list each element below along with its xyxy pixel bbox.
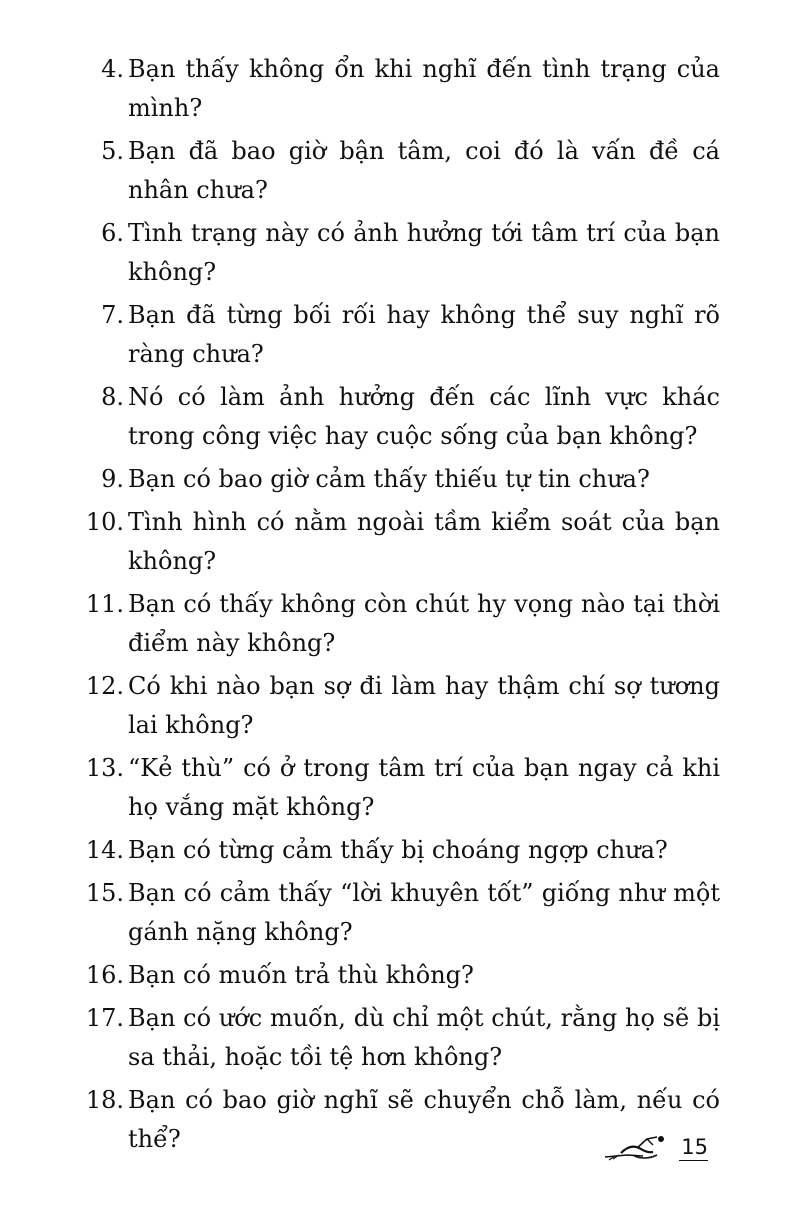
list-item (70, 296, 720, 374)
item-number: 14. (85, 836, 124, 864)
item-number: 7. (101, 301, 124, 329)
item-number: 15. (85, 879, 124, 907)
item-number: 9. (101, 465, 124, 493)
item-number: 18. (85, 1086, 124, 1114)
item-number: 4. (101, 55, 124, 83)
item-number: 5. (101, 137, 124, 165)
item-number: 13. (85, 754, 124, 782)
list-item (70, 50, 720, 128)
list-item (70, 214, 720, 292)
page-number: 15 (681, 1135, 708, 1159)
item-text: Bạn có bao giờ nghĩ sẽ chuyển chỗ làm, nếu có thể? (128, 1086, 720, 1153)
list-item (70, 503, 720, 581)
list-item (70, 999, 720, 1077)
list-item (70, 956, 720, 995)
list-item (70, 667, 720, 745)
item-number: 17. (85, 1004, 124, 1032)
item-number: 11. (85, 590, 124, 618)
item-number: 6. (101, 219, 124, 247)
list-item (70, 585, 720, 663)
item-text: Tình trạng này có ảnh hưởng tới tâm trí của bạn không? (128, 219, 720, 286)
item-number: 8. (101, 383, 124, 411)
list-item (70, 460, 720, 499)
item-text: Bạn đã từng bối rối hay không thể suy nghĩ rõ ràng chưa? (128, 301, 720, 368)
item-text: Bạn có từng cảm thấy bị choáng ngợp chưa? (128, 836, 668, 864)
list-item (70, 874, 720, 952)
item-text: Bạn có thấy không còn chút hy vọng nào tại thời điểm này không? (128, 590, 720, 657)
item-text: “Kẻ thù” có ở trong tâm trí của bạn ngay cả khi họ vắng mặt không? (128, 754, 720, 821)
item-number: 10. (85, 508, 124, 536)
item-number: 16. (85, 961, 124, 989)
item-number: 12. (85, 672, 124, 700)
list-item (70, 132, 720, 210)
running-figure-ornament-icon (603, 1133, 677, 1161)
list-item (70, 749, 720, 827)
item-text: Nó có làm ảnh hưởng đến các lĩnh vực khác trong công việc hay cuộc sống của bạn không? (128, 383, 720, 450)
item-text: Có khi nào bạn sợ đi làm hay thậm chí sợ tương lai không? (128, 672, 720, 739)
question-list (70, 50, 720, 1163)
item-text: Bạn thấy không ổn khi nghĩ đến tình trạng của mình? (128, 55, 720, 122)
item-text: Tình hình có nằm ngoài tầm kiểm soát của bạn không? (128, 508, 720, 575)
item-text: Bạn có cảm thấy “lời khuyên tốt” giống như một gánh nặng không? (128, 879, 720, 946)
item-text: Bạn có ước muốn, dù chỉ một chút, rằng họ sẽ bị sa thải, hoặc tồi tệ hơn không? (128, 1004, 720, 1071)
item-text: Bạn có bao giờ cảm thấy thiếu tự tin chưa? (128, 465, 650, 493)
list-item (70, 378, 720, 456)
item-text: Bạn đã bao giờ bận tâm, coi đó là vấn đề cá nhân chưa? (128, 137, 720, 204)
page-footer (603, 1133, 708, 1161)
list-item (70, 831, 720, 870)
item-text: Bạn có muốn trả thù không? (128, 961, 474, 989)
